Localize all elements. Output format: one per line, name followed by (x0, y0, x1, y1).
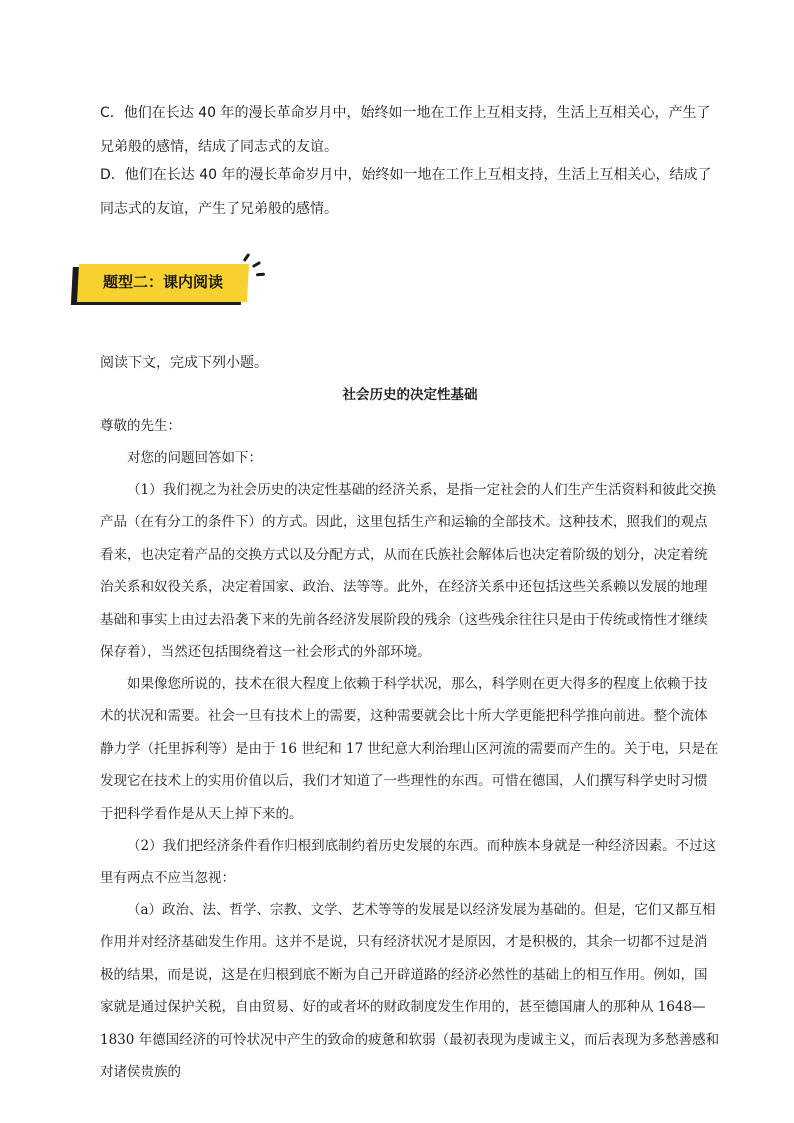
spark-decoration-icon (252, 261, 261, 268)
article-paragraph-4: （a）政治、法、哲学、宗教、文学、艺术等等的发展是以经济发展为基础的。但是，它们又都互相作用并对经济基础发生作用。这并不是说，只有经济状况才是原因，才是积极的，其余一切都不过是消极的结果，而是说，这是在归根到底不断为自己开辟道路的经济必然性的基础上的相互作用。例如，国家就是通过保护关税，自由贸易、好的或者坏的财政制度发生作用的，甚至德国庸人的那种从 1648—1830 年德国经济的可怜状况中产生的致命的疲惫和软弱（最初表现为虔诚主义，而后表现为多愁善感和对诸侯贵族的 (100, 902, 720, 1081)
spark-decoration-icon (243, 253, 251, 262)
article-paragraph-2: 如果像您所说的，技术在很大程度上依赖于科学状况，那么，科学则在更大得多的程度上依赖于技术的状况和需要。社会一旦有技术上的需要，这种需要就会比十所大学更能把科学推向前进。整个流体静力学（托里拆利等）是由于 16 世纪和 17 世纪意大利治理山区河流的需要而产生的。关于电，只是在发现它在技术上的实用价值以后，我们才知道了一些理性的东西。可惜在德国，人们撰写科学史时习惯于把科学看作是从天上掉下来的。 (100, 676, 719, 822)
spark-decoration-icon (256, 273, 265, 277)
instruction: 阅读下文，完成下列小题。 (100, 355, 268, 371)
section-badge-label: 题型二：课内阅读 (102, 274, 223, 291)
article-salutation: 尊敬的先生： (100, 418, 181, 434)
article-title: 社会历史的决定性基础 (342, 387, 478, 403)
article-paragraph-1: （1）我们视之为社会历史的决定性基础的经济关系，是指一定社会的人们生产生活资料和彼此交换产品（在有分工的条件下）的方式。因此，这里包括生产和运输的全部技术。这种技术，照我们的观点看来，也决定着产品的交换方式以及分配方式，从而在氏族社会解体后也决定着阶级的划分，决定着统治关系和奴役关系，决定着国家、政治、法等等。此外，在经济关系中还包括这些关系赖以发展的地理基础和事实上由过去沿袭下来的先前各经济发展阶段的残余（这些残余往往只是由于传统或惰性才继续保存着），当然还包括围绕着这一社会形式的外部环境。 (100, 482, 717, 661)
article-paragraph-3: （2）我们把经济条件看作归根到底制约着历史发展的东西。而种族本身就是一种经济因素。不过这里有两点不应当忽视： (100, 838, 717, 887)
article-opening: 对您的问题回答如下： (127, 450, 262, 466)
section-badge (70, 258, 256, 304)
option-c: C．他们在长达 40 年的漫长革命岁月中，始终如一地在工作上互相支持，生活上互相关心，产生了兄弟般的感情，结成了同志式的友谊。 (100, 105, 711, 155)
option-d: D．他们在长达 40 年的漫长革命岁月中，始终如一地在工作上互相支持，生活上互相关心，结成了同志式的友谊，产生了兄弟般的感情。 (100, 167, 712, 217)
